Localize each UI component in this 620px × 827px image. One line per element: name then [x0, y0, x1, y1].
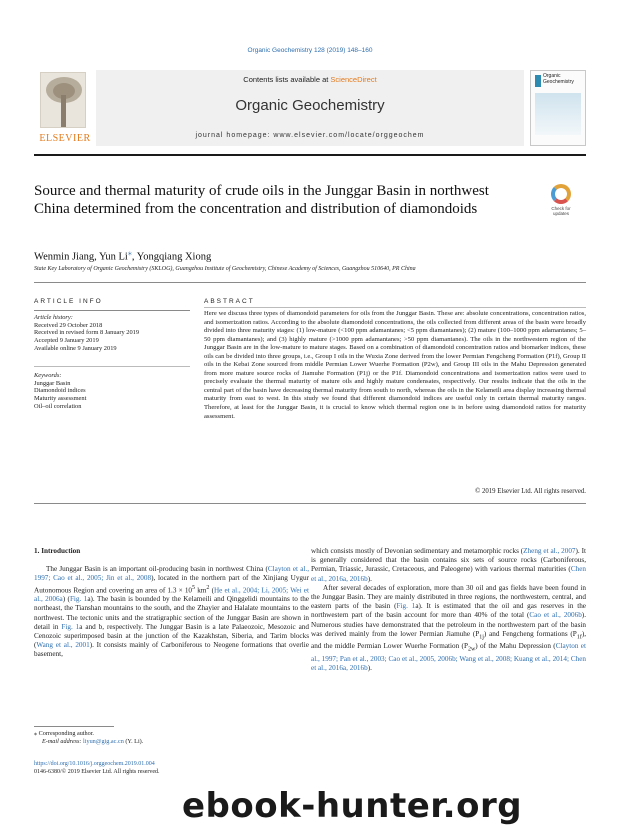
keywords-rule: [34, 366, 190, 367]
citation-link[interactable]: Wang et al., 2001: [36, 641, 90, 650]
article-history: [34, 314, 139, 353]
section-heading: 1. Introduction: [34, 547, 81, 555]
check-for-updates-badge[interactable]: [544, 184, 578, 218]
journal-citation[interactable]: Organic Geochemistry 128 (2019) 148–160: [247, 47, 373, 54]
keyword: Maturity assessment: [34, 395, 87, 403]
paragraph: The Junggar Basin is an important oil-producing basin in northwest China (Clayton et al., 1997; Cao et al., 2005; Jin et al., 2008), located in the northern part of the Xinjiang Uygur Autonomous Region and covering an area of $1.3 \times 10^5$ $km^2$ (He et al., 2004; Li, 2005; Wei et al., 2006a) (Fig. 1a). The basin is bounded by the Kelameili and Qinggelidi mountains to the northeast, the Tianshan mountains to the south, and the Zhayier and Halalate mountains to the northwest. The tectonic units and the stratigraphic section of the Junggar Basin are shown in detail in Fig. 1a and b, respectively. The Junggar Basin is a late Palaeozoic, Mesozoic and Cenozoic superimposed basin at the junction of the Kazakhstan, Siberia, and Tarim blocks (Wang et al., 2001). It consists mainly of Carboniferous to Neogene formations that overlie basement,: [34, 565, 310, 659]
body-column-right: [311, 547, 586, 674]
history-label: Article history:: [34, 314, 73, 321]
abstract-rule: [204, 307, 586, 308]
history-item: Available online 9 January 2019: [34, 344, 117, 352]
abstract-text: Here we discuss three types of diamondoid parameters for oils from the Junggar Basin. These are: absolute concentrations, concentration ratios, and isomerization ratios. According to the absolute diamondoid concentrations, the oils collected from different areas of the basin were broadly divided into three maturity stages: (1) low-mature (<100 ppm adamantanes; <5 ppm diamantanes); (2) mature (100–1000 ppm adamantanes; 5–50 ppm diamantanes); and (3) highly mature (>1000 ppm adamantanes; >50 ppm diamantanes). The oils in the northwestern region of the Junggar Basin are in the low-mature to mature stages. Based on a combination of diamondoid concentration ratios and biomarker indices, these oils can be divided into three groups, i.e., Group I oils in the Wuxia Zone derived from the lower Permian Fengcheng Formation (P1f), Group II oils in the Kebai Zone sourced from middle Permian Lower Wuerhe Formation (P2w), and Group III oils in the Mahu Depression generated from more mature source rocks of Jiamuhe Formation (P1j) or the P1f. Diamondoid concentrations and isomerization ratios were used to precisely evaluate the thermal maturity of mature oils and highly mature condensates, respectively. Our results indicate that the oils in the central part of the basin have decreasing thermal maturity from south to north, whereas the oils in the Kelameili area display increasing thermal maturity from east to west. In this study we found that different diamondoid indices are useful only in certain thermal maturity ranges. Therefore, at least for the Junggar Basin, it is crucial to know which thermal region one is in before using diamondoid ratios for maturity assessment.: [204, 310, 586, 420]
doi-link[interactable]: https://doi.org/10.1016/j.orggeochem.2019.01.004: [34, 761, 155, 767]
watermark: ebook-hunter.org: [182, 786, 523, 826]
citation-link[interactable]: Clayton et al., 1997; Pan et al., 2003; Cao et al., 2005, 2006b; Wang et al., 2008; Kuang et al., 2014; Chen et al., 2016a, 2016b: [311, 642, 586, 673]
figure-link[interactable]: Fig. 1: [396, 602, 416, 611]
article-title: Source and thermal maturity of crude oils in the Junggar Basin in northwest China determined from the concentration and distribution of diamondoids: [34, 183, 489, 217]
publisher-name: ELSEVIER: [39, 133, 91, 144]
journal-cover-thumbnail[interactable]: [530, 70, 586, 146]
author-list: [34, 248, 211, 263]
author-name[interactable]: , Yongqiang Xiong: [131, 251, 212, 263]
history-item: Received in revised form 8 January 2019: [34, 329, 140, 337]
journal-homepage[interactable]: journal homepage: www.elsevier.com/locate/orggeochem: [195, 132, 425, 139]
author-name[interactable]: Yun Li: [98, 251, 128, 263]
elsevier-logo[interactable]: [34, 70, 96, 146]
copyright-line: © 2019 Elsevier Ltd. All rights reserved.: [475, 488, 586, 495]
body-column-left: [34, 547, 309, 660]
corresponding-author-mark[interactable]: ⁎: [127, 248, 132, 257]
journal-name: Organic Geochemistry: [235, 97, 385, 114]
journal-header: [96, 70, 524, 146]
figure-link[interactable]: Fig. 1: [61, 622, 80, 631]
masthead: [34, 70, 586, 146]
keyword: Diamondoid indices: [34, 387, 86, 395]
article-info-heading: ARTICLE INFO: [34, 298, 103, 305]
email-label: E-mail address:: [42, 738, 84, 745]
cover-title: Organic Geochemistry: [543, 73, 574, 85]
citation-link[interactable]: Clayton et al., 1997; Cao et al., 2005; Jin et al., 2008: [34, 565, 309, 583]
check-updates-label: Check for updates: [551, 206, 571, 216]
header-rule: [34, 154, 586, 156]
keywords-label: Keywords:: [34, 372, 62, 379]
keywords: [34, 372, 86, 411]
cover-color-bar: [535, 75, 541, 87]
sciencedirect-link[interactable]: ScienceDirect: [330, 75, 377, 84]
abstract-heading: ABSTRACT: [204, 298, 255, 305]
figure-link[interactable]: Fig. 1: [69, 595, 88, 604]
citation-link[interactable]: He et al., 2004; Li, 2005; Wei et al., 2006a: [34, 586, 309, 604]
footnote: ⁎ Corresponding author. E-mail address: liyun@gig.ac.cn (Y. Li).: [34, 730, 144, 745]
affiliation-rule: [34, 282, 586, 283]
email-link[interactable]: liyun@gig.ac.cn: [83, 738, 124, 745]
contents-line: [96, 75, 524, 84]
page-footer: [34, 760, 160, 776]
abstract-bottom-rule: [34, 503, 586, 504]
citation-link[interactable]: Chen et al., 2016a, 2016b: [311, 565, 586, 583]
affiliation: State Key Laboratory of Organic Geochemistry (SKLOG), Guangzhou Institute of Geochemistry, Chinese Academy of Sciences, Guangzhou 510640, PR China: [34, 266, 416, 272]
cover-image: [535, 93, 581, 135]
citation-link[interactable]: Cao et al., 2006b: [529, 611, 582, 620]
history-item: Accepted 9 January 2019: [34, 337, 99, 345]
issn-line: 0146-6380/© 2019 Elsevier Ltd. All rights reserved.: [34, 769, 160, 775]
citation-link[interactable]: Zheng et al., 2007: [523, 547, 576, 555]
elsevier-tree-icon: [40, 72, 86, 128]
keyword: Oil–oil correlation: [34, 402, 82, 410]
history-item: Received 29 October 2018: [34, 321, 103, 329]
author-name[interactable]: Wenmin Jiang,: [34, 251, 99, 263]
footnote-rule: [34, 726, 114, 727]
paragraph: After several decades of exploration, more than 30 oil and gas fields have been found in the Junggar Basin. They are mainly distributed in three regions, the northwestern, central, and eastern parts of the basin (Fig. 1a). It is estimated that the oil and gas reserves in the northwestern part of the basin account for more than 40% of the total (Cao et al., 2006b). Numerous studies have demonstrated that the petroleum in the northwestern part of the basin was derived mainly from the lower Permian Jiamuhe $(P_{1j})$ and Fengcheng formations $(P_{1f})$, and the middle Permian Lower Wuerhe Formation $(P_{2w})$ of the Mahu Depression (Clayton et al., 1997; Pan et al., 2003; Cao et al., 2005, 2006b; Wang et al., 2008; Kuang et al., 2014; Chen et al., 2016a, 2016b).: [311, 583, 587, 673]
corresponding-author-note: ⁎ Corresponding author.: [34, 730, 94, 737]
contents-prefix: Contents lists available at: [243, 75, 331, 84]
check-updates-icon: [551, 184, 571, 204]
article-info-rule: [34, 310, 190, 311]
keyword: Junggar Basin: [34, 379, 71, 387]
paragraph: which consists mostly of Devonian sedimentary and metamorphic rocks (Zheng et al., 2007). It is generally considered that the basin contains six sets of source rocks (Carboniferous, Permian, Triassic, Jurassic, Cretaceous, and Paleogene) with various thermal maturities (Chen et al., 2016a, 2016b).: [311, 547, 586, 583]
